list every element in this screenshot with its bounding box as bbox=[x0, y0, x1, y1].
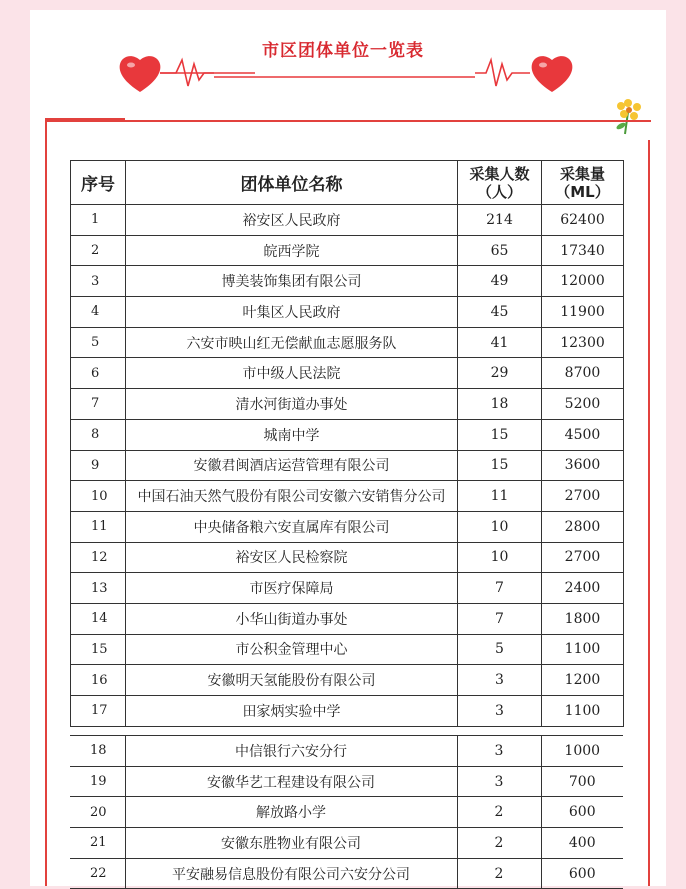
cell-no: 6 bbox=[71, 358, 126, 389]
cell-volume: 8700 bbox=[542, 358, 624, 389]
table-header-row bbox=[71, 161, 624, 205]
frame-top-border bbox=[45, 120, 651, 122]
cell-volume: 400 bbox=[541, 828, 623, 859]
cell-unit-name: 安徽明天氢能股份有限公司 bbox=[126, 665, 458, 696]
cell-people: 2 bbox=[457, 858, 541, 889]
cell-unit-name: 田家炳实验中学 bbox=[126, 696, 458, 727]
cell-people: 45 bbox=[458, 297, 542, 328]
header-people-line1: 采集人数 bbox=[469, 164, 530, 183]
cell-no: 5 bbox=[71, 327, 126, 358]
cell-people: 5 bbox=[458, 634, 542, 665]
cell-unit-name: 安徽君闽酒店运营管理有限公司 bbox=[126, 450, 458, 481]
table-row bbox=[71, 389, 624, 420]
cell-volume: 2800 bbox=[542, 511, 624, 542]
page-title: 市区团体单位一览表 bbox=[262, 41, 424, 61]
cell-unit-name: 皖西学院 bbox=[126, 235, 458, 266]
cell-volume: 1100 bbox=[542, 696, 624, 727]
cell-no: 4 bbox=[71, 297, 126, 328]
frame-right-border bbox=[648, 140, 650, 886]
table-row bbox=[71, 634, 624, 665]
cell-volume: 17340 bbox=[542, 235, 624, 266]
cell-people: 3 bbox=[457, 736, 541, 767]
cell-unit-name: 清水河街道办事处 bbox=[126, 389, 458, 420]
cell-people: 214 bbox=[458, 205, 542, 236]
pulse-line-right bbox=[475, 60, 530, 86]
cell-people: 41 bbox=[458, 327, 542, 358]
cell-volume: 700 bbox=[541, 766, 623, 797]
cell-no: 18 bbox=[70, 736, 125, 767]
cell-no: 3 bbox=[71, 266, 126, 297]
table-row bbox=[71, 205, 624, 236]
cell-no: 8 bbox=[71, 419, 126, 450]
header-people-line2: （人） bbox=[476, 182, 522, 201]
cell-unit-name: 安徽东胜物业有限公司 bbox=[125, 828, 457, 859]
cell-people: 15 bbox=[458, 419, 542, 450]
cell-unit-name: 市医疗保障局 bbox=[126, 573, 458, 604]
cell-volume: 2700 bbox=[542, 542, 624, 573]
cell-volume: 600 bbox=[541, 797, 623, 828]
cell-unit-name: 裕安区人民政府 bbox=[126, 205, 458, 236]
table-row bbox=[71, 665, 624, 696]
table-row bbox=[71, 297, 624, 328]
header-no: 序号 bbox=[71, 161, 126, 205]
cell-unit-name: 平安融易信息股份有限公司六安分公司 bbox=[125, 858, 457, 889]
cell-no: 1 bbox=[71, 205, 126, 236]
cell-unit-name: 中央储备粮六安直属库有限公司 bbox=[126, 511, 458, 542]
table-row bbox=[71, 481, 624, 512]
table-row bbox=[71, 419, 624, 450]
cell-volume: 11900 bbox=[542, 297, 624, 328]
units-table bbox=[70, 160, 624, 727]
header-volume-line2: （ML） bbox=[555, 182, 610, 201]
table-row bbox=[71, 573, 624, 604]
cell-volume: 12300 bbox=[542, 327, 624, 358]
cell-no: 12 bbox=[71, 542, 126, 573]
table-row bbox=[71, 358, 624, 389]
cell-no: 21 bbox=[70, 828, 125, 859]
cell-people: 29 bbox=[458, 358, 542, 389]
cell-no: 15 bbox=[71, 634, 126, 665]
table-row bbox=[71, 511, 624, 542]
cell-people: 15 bbox=[458, 450, 542, 481]
cell-unit-name: 小华山街道办事处 bbox=[126, 603, 458, 634]
table-row bbox=[70, 858, 623, 889]
cell-people: 65 bbox=[458, 235, 542, 266]
cell-no: 2 bbox=[71, 235, 126, 266]
cell-no: 20 bbox=[70, 797, 125, 828]
cell-no: 14 bbox=[71, 603, 126, 634]
cell-volume: 1800 bbox=[542, 603, 624, 634]
table-row bbox=[71, 266, 624, 297]
cell-unit-name: 市中级人民法院 bbox=[126, 358, 458, 389]
cell-unit-name: 叶集区人民政府 bbox=[126, 297, 458, 328]
cell-volume: 600 bbox=[541, 858, 623, 889]
cell-volume: 5200 bbox=[542, 389, 624, 420]
table-row bbox=[71, 235, 624, 266]
table-row bbox=[70, 736, 623, 767]
cell-no: 11 bbox=[71, 511, 126, 542]
cell-no: 9 bbox=[71, 450, 126, 481]
cell-volume: 2400 bbox=[542, 573, 624, 604]
cell-unit-name: 城南中学 bbox=[126, 419, 458, 450]
cell-people: 49 bbox=[458, 266, 542, 297]
cell-unit-name: 中国石油天然气股份有限公司安徽六安销售分公司 bbox=[126, 481, 458, 512]
cell-people: 7 bbox=[458, 573, 542, 604]
cell-unit-name: 安徽华艺工程建设有限公司 bbox=[125, 766, 457, 797]
table-row bbox=[70, 797, 623, 828]
cell-no: 19 bbox=[70, 766, 125, 797]
header-people bbox=[458, 161, 542, 205]
table-row bbox=[70, 766, 623, 797]
cell-unit-name: 六安市映山红无偿献血志愿服务队 bbox=[126, 327, 458, 358]
cell-no: 13 bbox=[71, 573, 126, 604]
cell-no: 10 bbox=[71, 481, 126, 512]
cell-volume: 2700 bbox=[542, 481, 624, 512]
cell-volume: 1000 bbox=[541, 736, 623, 767]
heart-icon-right bbox=[532, 56, 573, 92]
cell-volume: 12000 bbox=[542, 266, 624, 297]
cell-people: 18 bbox=[458, 389, 542, 420]
cell-unit-name: 市公积金管理中心 bbox=[126, 634, 458, 665]
cell-no: 7 bbox=[71, 389, 126, 420]
table-row bbox=[71, 603, 624, 634]
table-row bbox=[71, 696, 624, 727]
cell-no: 22 bbox=[70, 858, 125, 889]
cell-volume: 1200 bbox=[542, 665, 624, 696]
cell-volume: 4500 bbox=[542, 419, 624, 450]
cell-people: 3 bbox=[458, 665, 542, 696]
heart-icon-left bbox=[120, 56, 161, 92]
header-volume-line1: 采集量 bbox=[559, 164, 605, 183]
cell-people: 3 bbox=[458, 696, 542, 727]
cell-unit-name: 解放路小学 bbox=[125, 797, 457, 828]
cell-people: 2 bbox=[457, 828, 541, 859]
cell-no: 16 bbox=[71, 665, 126, 696]
cell-people: 11 bbox=[458, 481, 542, 512]
cell-people: 10 bbox=[458, 511, 542, 542]
cell-unit-name: 裕安区人民检察院 bbox=[126, 542, 458, 573]
cell-people: 2 bbox=[457, 797, 541, 828]
cell-volume: 1100 bbox=[542, 634, 624, 665]
cell-people: 3 bbox=[457, 766, 541, 797]
table-row bbox=[70, 828, 623, 859]
cell-volume: 62400 bbox=[542, 205, 624, 236]
header-unit-name: 团体单位名称 bbox=[126, 161, 458, 205]
cell-unit-name: 中信银行六安分行 bbox=[125, 736, 457, 767]
table-row bbox=[71, 327, 624, 358]
cell-volume: 3600 bbox=[542, 450, 624, 481]
table-row bbox=[71, 450, 624, 481]
flower-icon bbox=[615, 99, 641, 134]
frame-top-accent bbox=[45, 118, 125, 122]
header-volume bbox=[542, 161, 624, 205]
cell-people: 10 bbox=[458, 542, 542, 573]
cell-unit-name: 博美装饰集团有限公司 bbox=[126, 266, 458, 297]
cell-people: 7 bbox=[458, 603, 542, 634]
table-row bbox=[71, 542, 624, 573]
cell-no: 17 bbox=[71, 696, 126, 727]
units-table-continued bbox=[70, 735, 623, 889]
frame-left-border bbox=[45, 120, 47, 886]
